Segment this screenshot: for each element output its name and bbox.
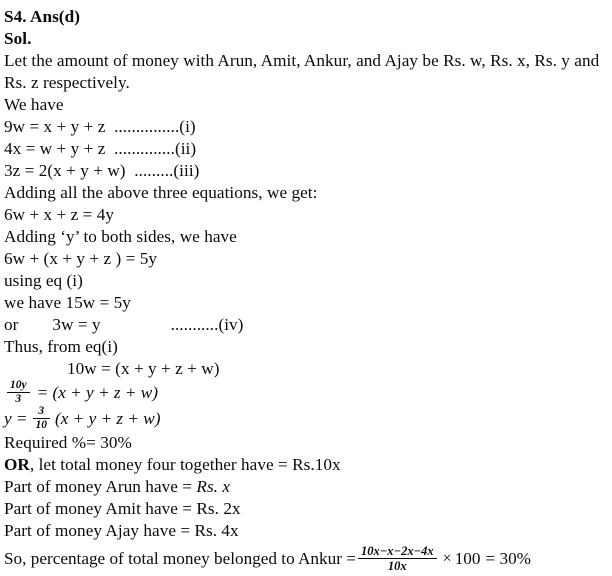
adding-all-equations-line: Adding all the above three equations, we get: xyxy=(4,183,318,202)
equation-1-leader: ............... xyxy=(105,117,180,136)
equation-3-leader: ......... xyxy=(125,161,174,180)
equation-3-expr: 3z = 2(x + y + w) xyxy=(4,161,126,180)
fraction-numerator: 10x−x−2x−4x xyxy=(360,543,434,558)
sum-result-line: 6w + x + z = 4y xyxy=(4,205,115,224)
or-label: or xyxy=(4,315,19,334)
equation-3-tag: (iii) xyxy=(173,161,200,180)
final-percentage-prefix: So, percentage of total money belonged to Ankur = xyxy=(4,549,356,568)
equation-2 xyxy=(4,138,610,160)
fraction-denominator: 3 xyxy=(15,392,22,405)
fraction-equation-2 xyxy=(4,406,610,432)
or-bold-label: OR xyxy=(4,455,30,474)
fraction-denominator: 10 xyxy=(35,418,48,431)
fraction-equation-1-rhs: = (x + y + z + w) xyxy=(36,383,158,402)
or-alternative-text: , let total money four together have = Rs.10x xyxy=(29,455,341,474)
arun-money-line xyxy=(4,476,610,498)
answer-heading: S4. Ans(d) xyxy=(4,7,80,26)
equation-3 xyxy=(4,160,610,182)
or-alternative-line xyxy=(4,454,610,476)
equation-2-expr: 4x = w + y + z xyxy=(4,139,106,158)
equation-4-expr: 3w = y xyxy=(52,315,101,334)
adding-y-line: Adding ‘y’ to both sides, we have xyxy=(4,227,237,246)
equation-1-tag: (i) xyxy=(179,117,196,136)
fraction-numerator: 10y xyxy=(10,378,27,391)
equation-2-tag: (ii) xyxy=(174,139,197,158)
equation-4-line xyxy=(4,314,610,336)
equation-4-tag: (iv) xyxy=(218,315,244,334)
equation-1-expr: 9w = x + y + z xyxy=(4,117,106,136)
multiplication-icon: × xyxy=(442,550,452,567)
fraction-10y-over-3 xyxy=(7,379,30,406)
equation-2-leader: .............. xyxy=(105,139,175,158)
fraction-numerator: 3 xyxy=(38,404,45,417)
final-multiplier: 100 xyxy=(454,549,481,568)
fraction-equation-2-rhs: (x + y + z + w) xyxy=(55,409,161,428)
required-percentage-line: Required %= 30% xyxy=(4,433,132,452)
equation-4-leader: ........... xyxy=(170,315,219,334)
we-have-15w-line: we have 15w = 5y xyxy=(4,293,131,312)
arun-money-value: Rs. x xyxy=(196,477,231,496)
grouped-equation-line: 6w + (x + y + z ) = 5y xyxy=(4,249,158,268)
ten-w-equation-line: 10w = (x + y + z + w) xyxy=(67,359,220,378)
ajay-money-line: Part of money Ajay have = Rs. 4x xyxy=(4,521,239,540)
fraction-equation-1 xyxy=(4,380,610,406)
fraction-denominator: 10x xyxy=(387,558,407,573)
final-percentage-line xyxy=(4,542,610,576)
equation-1 xyxy=(4,116,610,138)
using-eq-line: using eq (i) xyxy=(4,271,83,290)
thus-from-eq-line: Thus, from eq(i) xyxy=(4,337,118,356)
amit-money-line: Part of money Amit have = Rs. 2x xyxy=(4,499,241,518)
solution-label: Sol. xyxy=(4,29,32,48)
intro-paragraph: Let the amount of money with Arun, Amit, Ankur, and Ajay be Rs. w, Rs. x, Rs. y and Rs. z respectively. xyxy=(4,51,600,92)
arun-money-label: Part of money Arun have = xyxy=(4,477,197,496)
final-result: = 30% xyxy=(485,549,531,568)
fraction-equation-2-lhs: y = xyxy=(4,409,28,428)
fraction-3-over-10 xyxy=(33,405,51,432)
final-fraction xyxy=(358,544,437,573)
we-have-label: We have xyxy=(4,95,64,114)
